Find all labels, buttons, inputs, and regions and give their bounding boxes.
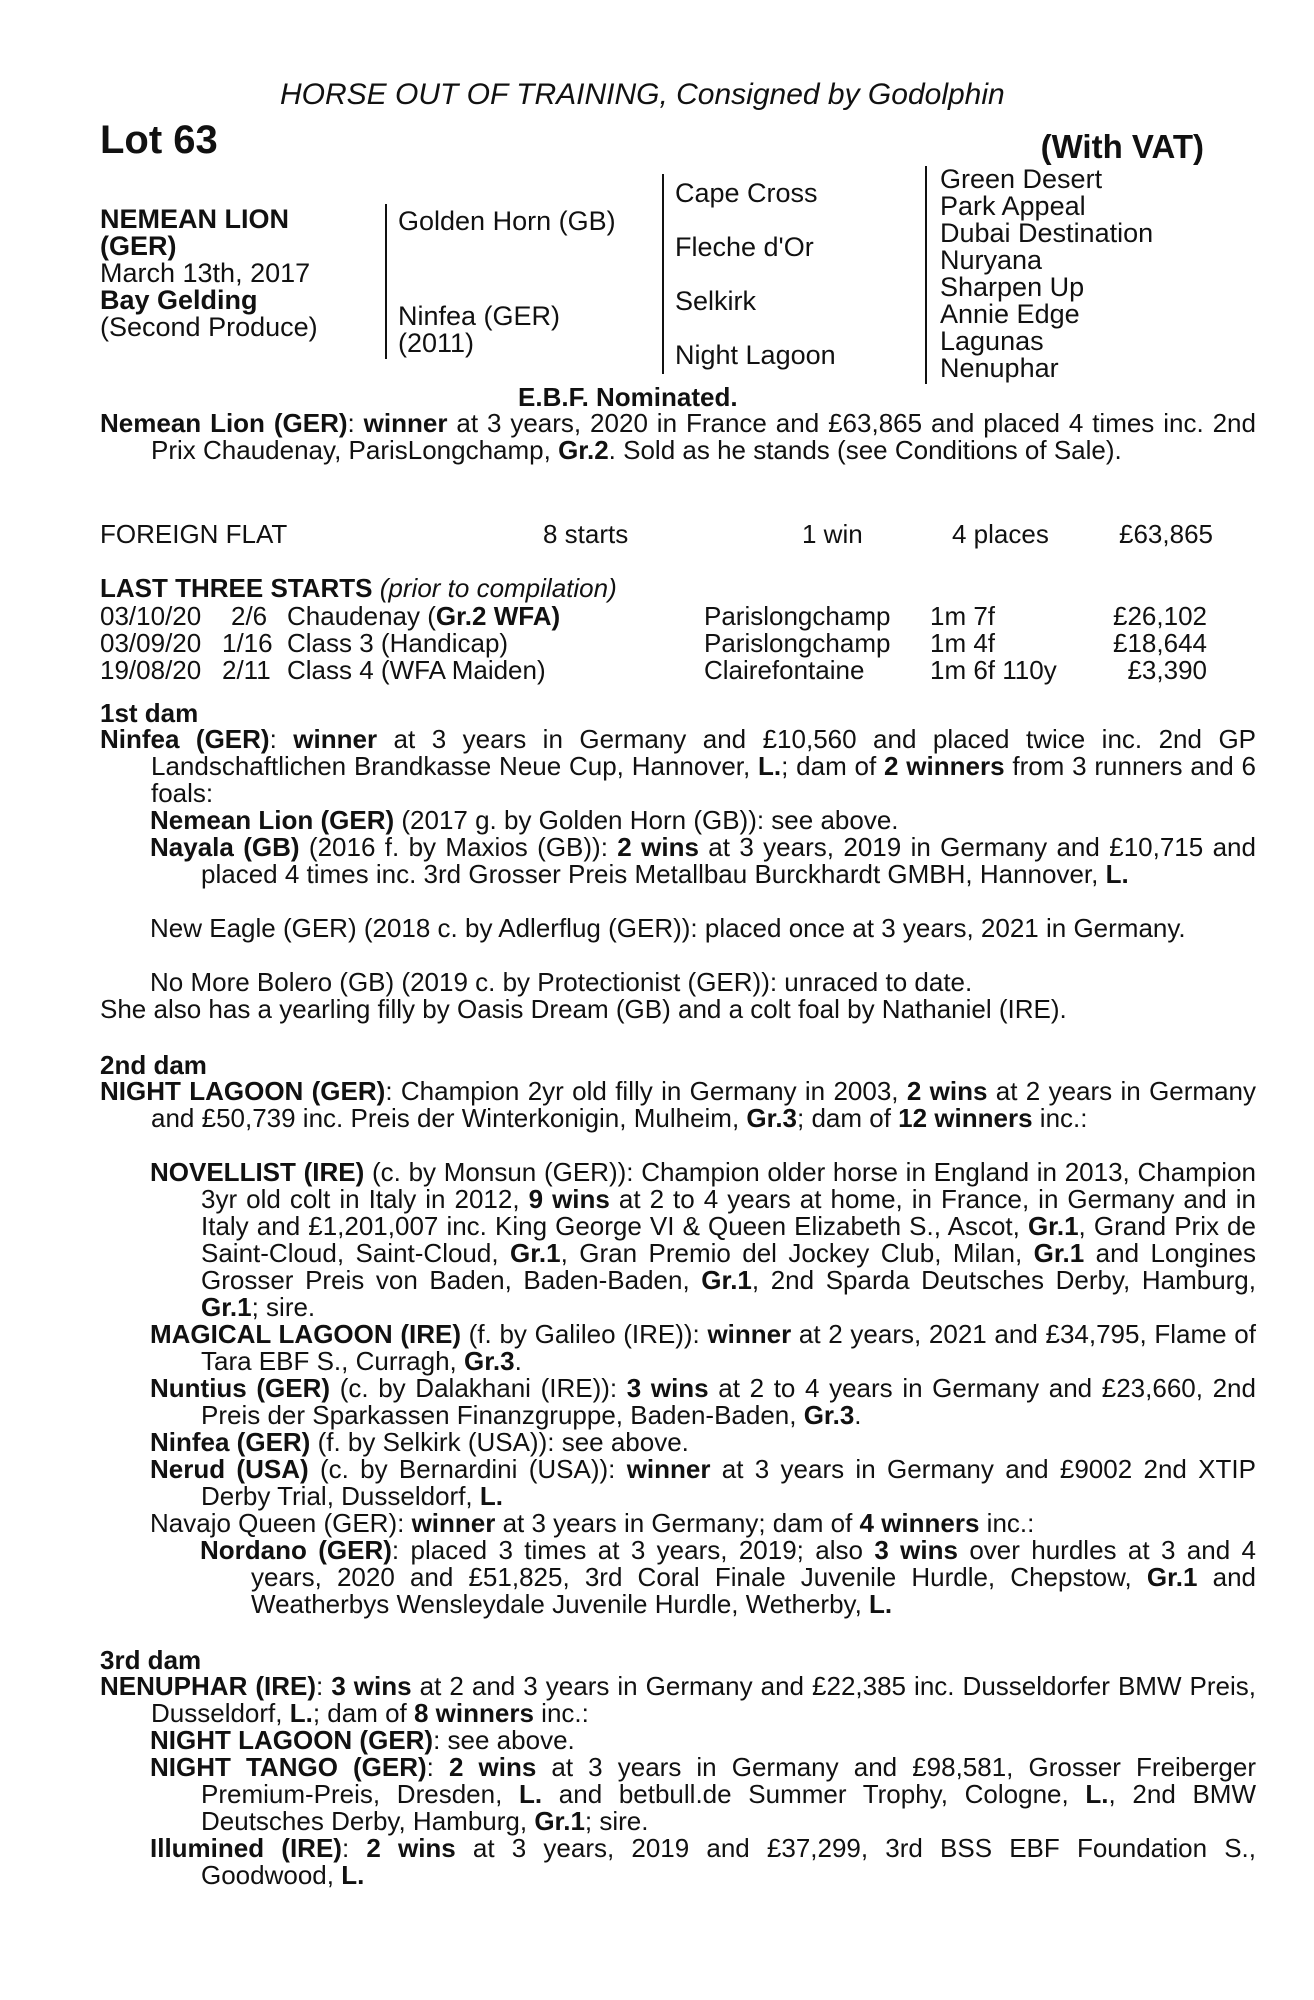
- vat-label: (With VAT): [1040, 128, 1204, 165]
- pedigree-great-grandparent: Dubai Destination: [940, 218, 1154, 248]
- last-three-heading: LAST THREE STARTS (prior to compilation): [100, 573, 617, 603]
- second-dam-heading: 2nd dam: [100, 1050, 207, 1080]
- produce-note: (Second Produce): [100, 312, 318, 342]
- first-dam-paragraph: Ninfea (GER): winner at 3 years in Germany and £10,560 and placed twice inc. 2nd GP Landschaftlichen Brandkasse Neue Cup, Hannover, L.; dam of 2 winners from 3 runners and 6 foals:: [100, 724, 1257, 808]
- race-summary: Nemean Lion (GER): winner at 3 years, 2020 in France and £63,865 and placed 4 times inc. 2nd Prix Chaudenay, ParisLongchamp, Gr.2. Sold as he stands (see Conditions of Sale).: [100, 408, 1256, 465]
- second-dam-paragraph: NIGHT LAGOON (GER): Champion 2yr old filly in Germany in 2003, 2 wins at 2 years in Germany and £50,739 inc. Preis der Winterkonigin, Mulheim, Gr.3; dam of 12 winners inc.:: [100, 1076, 1256, 1133]
- horse-sex: Bay Gelding: [100, 285, 258, 315]
- produce-entry: Illumined (IRE): 2 wins at 3 years, 2019 and £37,299, 3rd BSS EBF Foundation S., Goodwood, L.: [150, 1833, 1256, 1890]
- pedigree-great-grandparent: Nenuphar: [940, 353, 1059, 383]
- pedigree-grandparent: Fleche d'Or: [675, 232, 814, 262]
- record-starts: 8 starts: [543, 519, 629, 549]
- pedigree-grandparent: Selkirk: [675, 286, 757, 316]
- produce-entry: NIGHT LAGOON (GER): see above.: [150, 1725, 575, 1755]
- horse-name: NEMEAN LION: [100, 204, 289, 234]
- produce-entry: Nayala (GB) (2016 f. by Maxios (GB)): 2 wins at 3 years, 2019 in Germany and £10,715 and placed 4 times inc. 3rd Grosser Preis Metallbau Burckhardt GMBH, Hannover, L.: [150, 832, 1256, 889]
- record-wins: 1 win: [802, 519, 863, 549]
- produce-entry: No More Bolero (GB) (2019 c. by Protectionist (GER)): unraced to date.: [150, 967, 973, 997]
- pedigree-grandparent: Cape Cross: [675, 178, 818, 208]
- record-places: 4 places: [952, 519, 1049, 549]
- pedigree-line-3: [925, 166, 927, 384]
- pedigree-great-grandparent: Annie Edge: [940, 299, 1080, 329]
- first-dam-heading: 1st dam: [100, 698, 199, 728]
- pedigree-sire: Golden Horn (GB): [398, 206, 616, 236]
- produce-entry: Nerud (USA) (c. by Bernardini (USA)): winner at 3 years in Germany and £9002 2nd XTIP Derby Trial, Dusseldorf, L.: [150, 1454, 1256, 1511]
- pedigree-dam: Ninfea (GER): [398, 301, 561, 331]
- produce-entry: Nordano (GER): placed 3 times at 3 years, 2019; also 3 wins over hurdles at 3 and 4 years, 2020 and £51,825, 3rd Coral Finale Juvenile Hurdle, Chepstow, Gr.1 and Weatherbys Wensleydale Juvenile Hurdle, Wetherby, L.: [200, 1535, 1256, 1619]
- produce-entry: Nemean Lion (GER) (2017 g. by Golden Horn (GB)): see above.: [150, 805, 899, 835]
- third-dam-paragraph: NENUPHAR (IRE): 3 wins at 2 and 3 years in Germany and £22,385 inc. Dusseldorfer BMW Preis, Dusseldorf, L.; dam of 8 winners inc.:: [100, 1671, 1256, 1728]
- pedigree-great-grandparent: Park Appeal: [940, 191, 1086, 221]
- horse-name-ref: Nemean Lion (GER): [100, 408, 348, 438]
- produce-note: She also has a yearling filly by Oasis Dream (GB) and a colt foal by Nathaniel (IRE).: [100, 994, 1067, 1024]
- produce-entry: NOVELLIST (IRE) (c. by Monsun (GER)): Champion older horse in England in 2013, Champion 3yr old colt in Italy in 2012, 9 wins at 2 to 4 years at home, in France, in Germany and in Italy and £1,201,007 inc. King George VI & Queen Elizabeth S., Ascot, Gr.1, Grand Prix de Saint-Cloud, Saint-Cloud, Gr.1, Gran Premio del Jockey Club, Milan, Gr.1 and Longines Grosser Preis von Baden, Baden-Baden, Gr.1, 2nd Sparda Deutsches Derby, Hamburg, Gr.1; sire.: [150, 1157, 1256, 1322]
- produce-entry: MAGICAL LAGOON (IRE) (f. by Galileo (IRE)): winner at 2 years, 2021 and £34,795, Flame of Tara EBF S., Curragh, Gr.3.: [150, 1319, 1256, 1376]
- produce-entry: NIGHT TANGO (GER): 2 wins at 3 years in Germany and £98,581, Grosser Freiberger Premium-Preis, Dresden, L. and betbull.de Summer Trophy, Cologne, L., 2nd BMW Deutsches Derby, Hamburg, Gr.1; sire.: [150, 1752, 1256, 1836]
- produce-entry: New Eagle (GER) (2018 c. by Adlerflug (GER)): placed once at 3 years, 2021 in Germany.: [150, 913, 1186, 943]
- pedigree-line-1: [385, 204, 387, 359]
- produce-entry: Navajo Queen (GER): winner at 3 years in Germany; dam of 4 winners inc.:: [150, 1508, 1035, 1538]
- pedigree-line-2: [662, 174, 664, 374]
- record-label: FOREIGN FLAT: [100, 519, 288, 549]
- produce-entry: Ninfea (GER) (f. by Selkirk (USA)): see above.: [150, 1427, 689, 1457]
- horse-origin: (GER): [100, 231, 177, 261]
- ebf-nominated: E.B.F. Nominated.: [518, 382, 738, 412]
- pedigree-great-grandparent: Lagunas: [940, 326, 1044, 356]
- record-earnings: £63,865: [1119, 519, 1213, 549]
- consignor-line: HORSE OUT OF TRAINING, Consigned by Godolphin: [280, 78, 1005, 111]
- pedigree-dam-year: (2011): [398, 328, 475, 358]
- third-dam-heading: 3rd dam: [100, 1645, 202, 1675]
- pedigree-great-grandparent: Sharpen Up: [940, 272, 1085, 302]
- pedigree-grandparent: Night Lagoon: [675, 340, 836, 370]
- foaling-date: March 13th, 2017: [100, 258, 311, 288]
- pedigree-great-grandparent: Nuryana: [940, 245, 1043, 275]
- pedigree-great-grandparent: Green Desert: [940, 164, 1103, 194]
- lot-number: Lot 63: [100, 118, 218, 162]
- produce-entry: Nuntius (GER) (c. by Dalakhani (IRE)): 3 wins at 2 to 4 years in Germany and £23,660, 2nd Preis der Sparkassen Finanzgruppe, Baden-Baden, Gr.3.: [150, 1373, 1256, 1430]
